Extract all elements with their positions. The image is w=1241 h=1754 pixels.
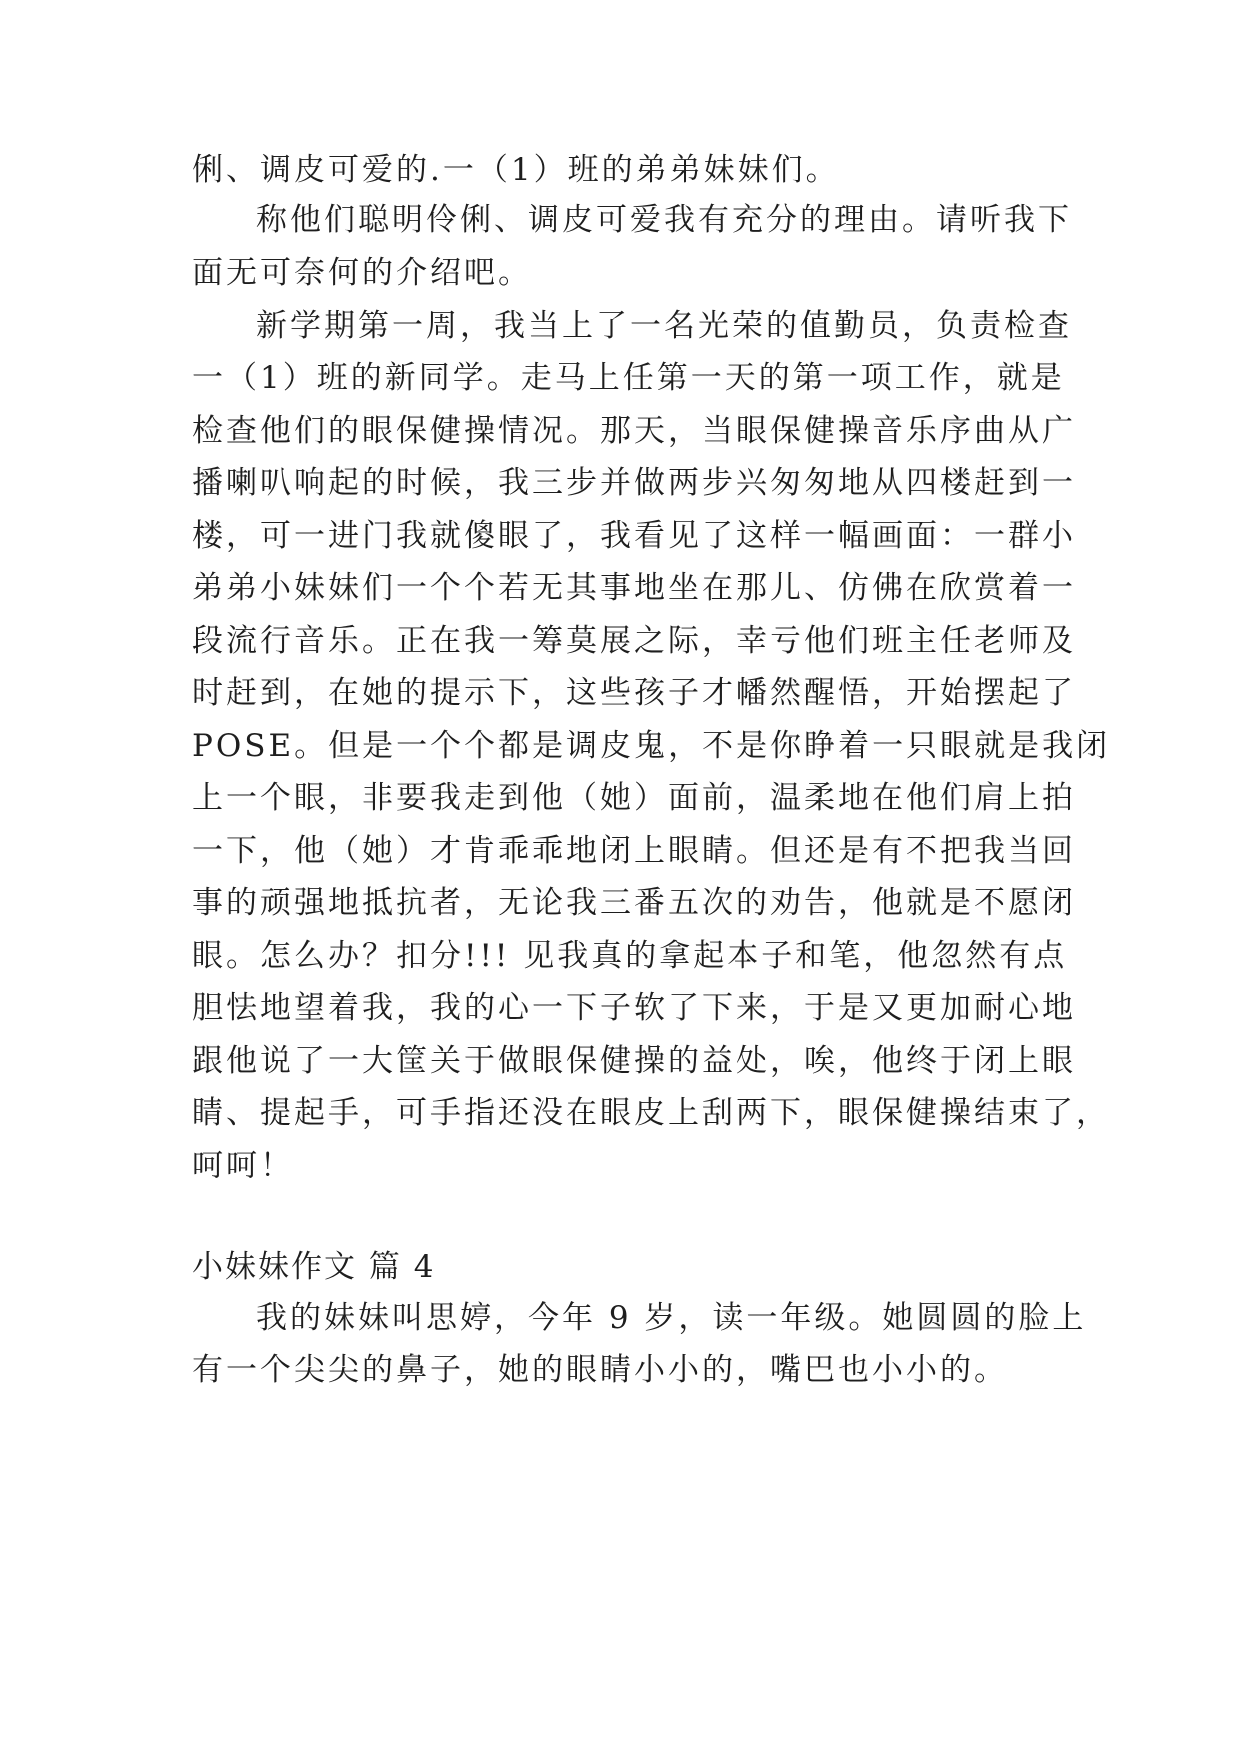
text-line: 胆怯地望着我，我的心一下子软了下来，于是又更加耐心地 [192, 990, 1076, 1026]
text-line: 新学期第一周，我当上了一名光荣的值勤员，负责检查 [256, 308, 1072, 344]
text-line: 称他们聪明伶俐、调皮可爱我有充分的理由。请听我下 [256, 202, 1072, 238]
text-line: 一下，他（她）才肯乖乖地闭上眼睛。但还是有不把我当回 [192, 833, 1076, 869]
text-line: 检查他们的眼保健操情况。那天，当眼保健操音乐序曲从广 [192, 413, 1076, 449]
text-line: 睛、提起手，可手指还没在眼皮上刮两下，眼保健操结束了， [192, 1095, 1110, 1131]
text-line: 眼。怎么办？扣分!!! 见我真的拿起本子和笔，他忽然有点 [192, 938, 1068, 974]
text-line: 上一个眼，非要我走到他（她）面前，温柔地在他们肩上拍 [192, 780, 1076, 816]
text-line: 俐、调皮可爱的.一（1）班的弟弟妹妹们。 [192, 152, 840, 188]
text-line: 事的顽强地抵抗者，无论我三番五次的劝告，他就是不愿闭 [192, 885, 1076, 921]
text-line: 我的妹妹叫思婷，今年 9 岁，读一年级。她圆圆的脸上 [256, 1300, 1087, 1336]
text-line: 呵呵！ [192, 1148, 294, 1184]
text-line: 楼，可一进门我就傻眼了，我看见了这样一幅画面：一群小 [192, 518, 1076, 554]
text-line: 时赶到，在她的提示下，这些孩子才幡然醒悟，开始摆起了 [192, 675, 1076, 711]
text-line: POSE。但是一个个都是调皮鬼，不是你睁着一只眼就是我闭 [192, 728, 1111, 764]
section-heading: 小妹妹作文 篇 4 [192, 1249, 436, 1285]
text-line: 播喇叭响起的时候，我三步并做两步兴匆匆地从四楼赶到一 [192, 465, 1076, 501]
text-line: 面无可奈何的介绍吧。 [192, 255, 532, 291]
text-line: 有一个尖尖的鼻子，她的眼睛小小的，嘴巴也小小的。 [192, 1352, 1008, 1388]
text-line: 一（1）班的新同学。走马上任第一天的第一项工作，就是 [192, 360, 1065, 396]
text-line: 段流行音乐。正在我一筹莫展之际，幸亏他们班主任老师及 [192, 623, 1076, 659]
text-line: 弟弟小妹妹们一个个若无其事地坐在那儿、仿佛在欣赏着一 [192, 570, 1076, 606]
text-line: 跟他说了一大筐关于做眼保健操的益处，唉，他终于闭上眼 [192, 1043, 1076, 1079]
